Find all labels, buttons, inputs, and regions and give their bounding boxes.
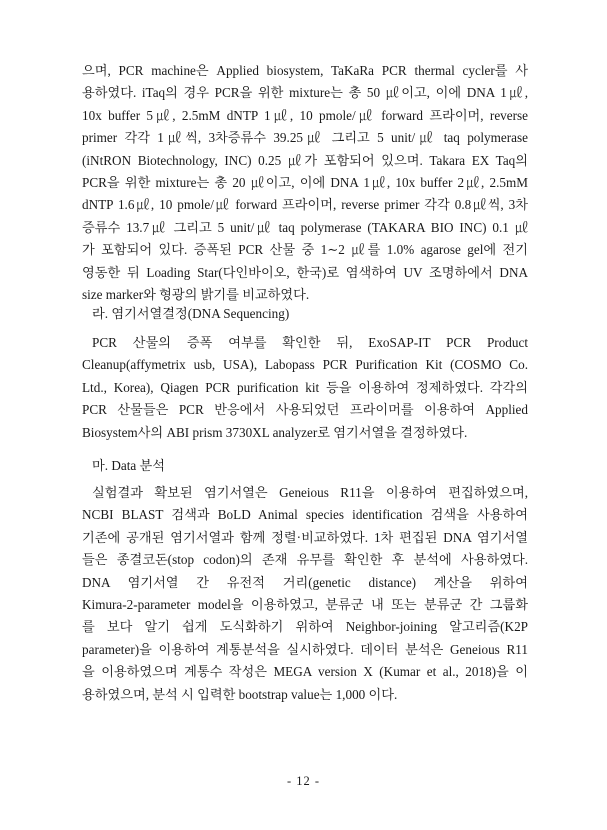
text-line: 가 포함되어 있다. 증폭된 PCR 산물 중 1∼2 ㎕를 1.0% agarose gel에 전기 xyxy=(82,242,528,258)
text-line: 용하였다. iTaq의 경우 PCR을 위한 mixture는 총 50 ㎕이고, 이에 DNA 1㎕, xyxy=(82,85,528,101)
text-line: 영동한 뒤 Loading Star(다인바이오, 한국)로 염색하여 UV 조명하에서 DNA xyxy=(82,264,528,280)
text-line: Cleanup(affymetrix usb, USA), Labopass PCR Purification Kit (COSMO Co. xyxy=(82,357,528,373)
data-analysis-paragraph xyxy=(82,482,528,706)
text-line: 들은 종결코돈(stop codon)의 존재 유무를 확인한 후 분석에 사용하였다. xyxy=(82,552,528,568)
text-line: 기존에 공개된 염기서열과 함께 정렬·비교하였다. 1차 편집된 DNA 염기서열 xyxy=(82,529,528,545)
text-line: 용하였으며, 분석 시 입력한 bootstrap value는 1,000 이다. xyxy=(82,686,398,702)
pcr-mixture-paragraph xyxy=(82,60,528,306)
text-line: 실험결과 확보된 염기서열은 Geneious R11을 이용하여 편집하였으며, xyxy=(92,485,528,500)
section-heading-sequencing: 라. 염기서열결정(DNA Sequencing) xyxy=(92,306,290,321)
page-number: - 12 - xyxy=(286,774,321,788)
text-line: Biosystem사의 ABI prism 3730XL analyzer로 염기서열을 결정하였다. xyxy=(82,424,468,440)
text-line: parameter)을 이용하여 계통분석을 실시하였다. 데이터 분석은 Geneious R11 xyxy=(82,641,528,657)
text-line: PCR 산물의 증폭 여부를 확인한 뒤, ExoSAP-IT PCR Product xyxy=(92,335,528,350)
text-line: NCBI BLAST 검색과 BoLD Animal species identification 검색을 사용하여 xyxy=(82,507,528,523)
text-line: primer 각각 1㎕씩, 3차증류수 39.25㎕ 그리고 5 unit/㎕ taq polymerase xyxy=(82,130,528,146)
text-line: 10x buffer 5㎕, 2.5mM dNTP 1㎕, 10 pmole/㎕ forward 프라이머, reverse xyxy=(82,107,528,123)
text-line: DNA 염기서열 간 유전적 거리(genetic distance) 계산을 위하여 xyxy=(82,574,528,590)
sequencing-paragraph xyxy=(82,332,528,444)
text-line: (iNtRON Biotechnology, INC) 0.25 ㎕가 포함되어 있으며. Takara EX Taq의 xyxy=(82,152,528,168)
section-heading-data-analysis: 마. Data 분석 xyxy=(92,458,166,473)
text-line: Ltd., Korea), Qiagen PCR purification kit 등을 이용하여 정제하였다. 각각의 xyxy=(82,379,528,395)
text-line: 을 이용하였으며 계통수 작성은 MEGA version X (Kumar et al., 2018)을 이 xyxy=(82,664,528,680)
text-line: PCR 산물들은 PCR 반응에서 사용되었던 프라이머를 이용하여 Applied xyxy=(82,402,528,418)
text-line: dNTP 1.6㎕, 10 pmole/㎕ forward 프라이머, reverse primer 각각 0.8㎕씩, 3차 xyxy=(82,197,528,213)
text-line: Kimura-2-parameter model을 이용하였고, 분류군 내 또는 분류군 간 그룹화 xyxy=(82,596,528,612)
text-line: 증류수 13.7㎕ 그리고 5 unit/㎕ taq polymerase (TAKARA BIO INC) 0.1 ㎕ xyxy=(82,219,528,235)
text-line: 를 보다 알기 쉽게 도식화하기 위하여 Neighbor-joining 알고리즘(K2P xyxy=(82,619,528,635)
text-line: size marker와 형광의 밝기를 비교하였다. xyxy=(82,286,310,302)
text-line: 으며, PCR machine은 Applied biosystem, TaKaRa PCR thermal cycler를 사 xyxy=(82,63,528,78)
text-line: PCR을 위한 mixture는 총 20 ㎕이고, 이에 DNA 1㎕, 10x buffer 2㎕, 2.5mM xyxy=(82,174,528,190)
